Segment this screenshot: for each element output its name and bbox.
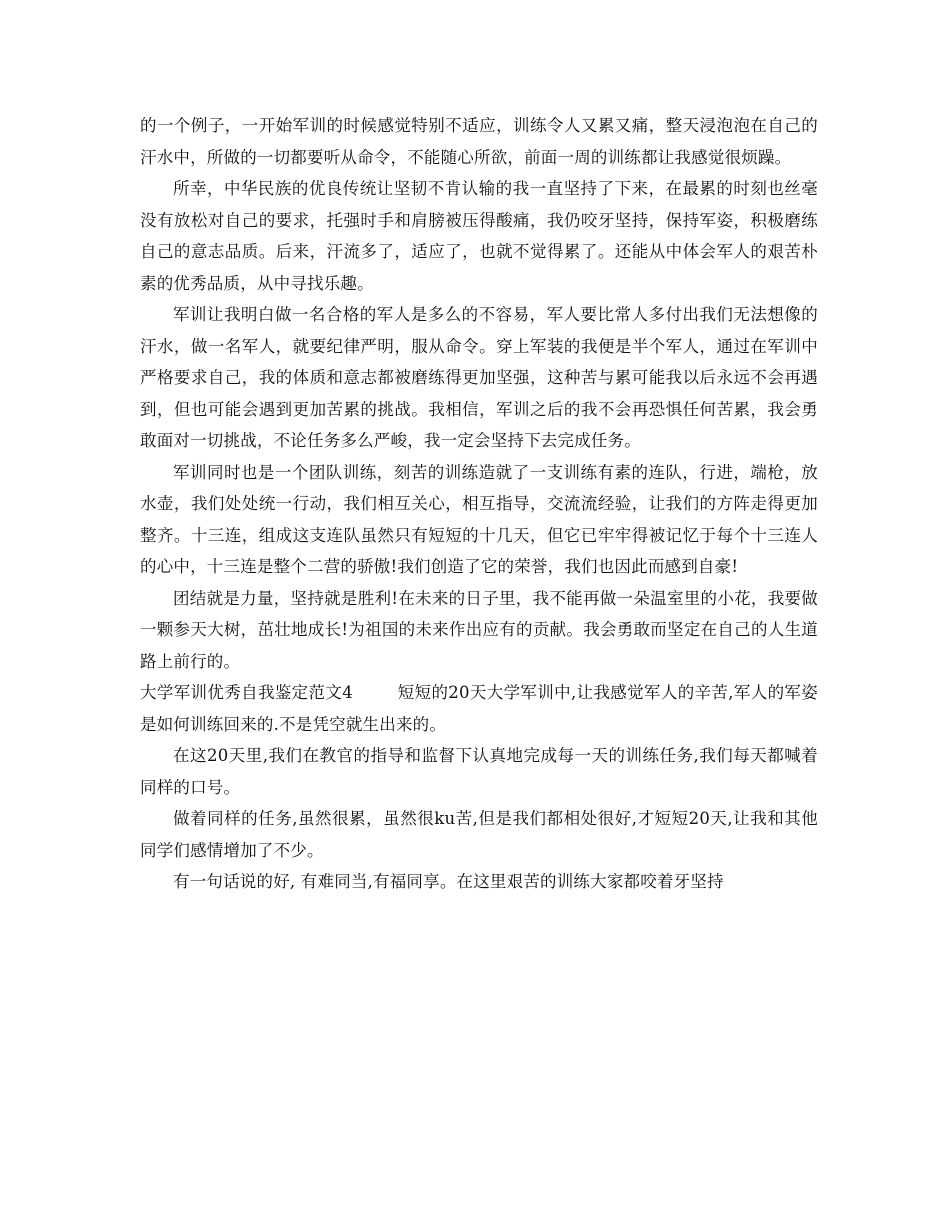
section-heading-paragraph — [140, 677, 818, 740]
paragraph: 团结就是力量，坚持就是胜利!在未来的日子里，我不能再做一朵温室里的小花，我要做一颗参天大树，茁壮地成长!为祖国的未来作出应有的贡献。我会勇敢而坚定在自己的人生道路上前行的。 — [140, 588, 818, 671]
paragraph: 军训同时也是一个团队训练，刻苦的训练造就了一支训练有素的连队，行进，端枪，放水壶，我们处处统一行动，我们相互关心，相互指导，交流流经验，让我们的方阵走得更加整齐。十三连，组成这支连队虽然只有短短的十几天，但它已牢牢得被记忆于每个十三连人的心中，十三连是整个二营的骄傲!我们创造了它的荣誉，我们也因此而感到自豪! — [140, 462, 818, 576]
section-intro: 短短的20天大学军训中,让我感觉军人的辛苦,军人的军姿是如何训练回来的.不是凭空就生出来的。 — [140, 683, 818, 734]
paragraph: 做着同样的任务,虽然很累，虽然很ku苦,但是我们都相处很好,才短短20天,让我和其他同学们感情增加了不少。 — [140, 809, 818, 860]
paragraph-continued: 的一个例子，一开始军训的时候感觉特别不适应，训练令人又累又痛，整天浸泡泡在自己的汗水中，所做的一切都要听从命令，不能随心所欲，前面一周的训练都让我感觉很烦躁。 — [140, 116, 818, 167]
paragraph: 军训让我明白做一名合格的军人是多么的不容易，军人要比常人多付出我们无法想像的汗水，做一名军人，就要纪律严明，服从命令。穿上军装的我便是半个军人，通过在军训中严格要求自己，我的体质和意志都被磨练得更加坚强，这种苦与累可能我以后永远不会再遇到，但也可能会遇到更加苦累的挑战。我相信，军训之后的我不会再恐惧任何苦累，我会勇敢面对一切挑战，不论任务多么严峻，我一定会坚持下去完成任务。 — [140, 305, 818, 450]
paragraph: 在这20天里,我们在教官的指导和监督下认真地完成每一天的训练任务,我们每天都喊着同样的口号。 — [140, 746, 818, 797]
section-heading: 大学军训优秀自我鉴定范文4 — [140, 683, 353, 702]
paragraph: 所幸，中华民族的优良传统让坚韧不肯认输的我一直坚持了下来，在最累的时刻也丝毫没有放松对自己的要求，托强时手和肩膀被压得酸痛，我仍咬牙坚持，保持军姿，积极磨练自己的意志品质。后来，汗流多了，适应了，也就不觉得累了。还能从中体会军人的艰苦朴素的优秀品质，从中寻找乐趣。 — [140, 179, 818, 293]
paragraph: 有一句话说的好, 有难同当,有福同享。在这里艰苦的训练大家都咬着牙坚持 — [173, 872, 724, 891]
heading-gap — [353, 683, 398, 702]
document-body — [140, 110, 818, 898]
